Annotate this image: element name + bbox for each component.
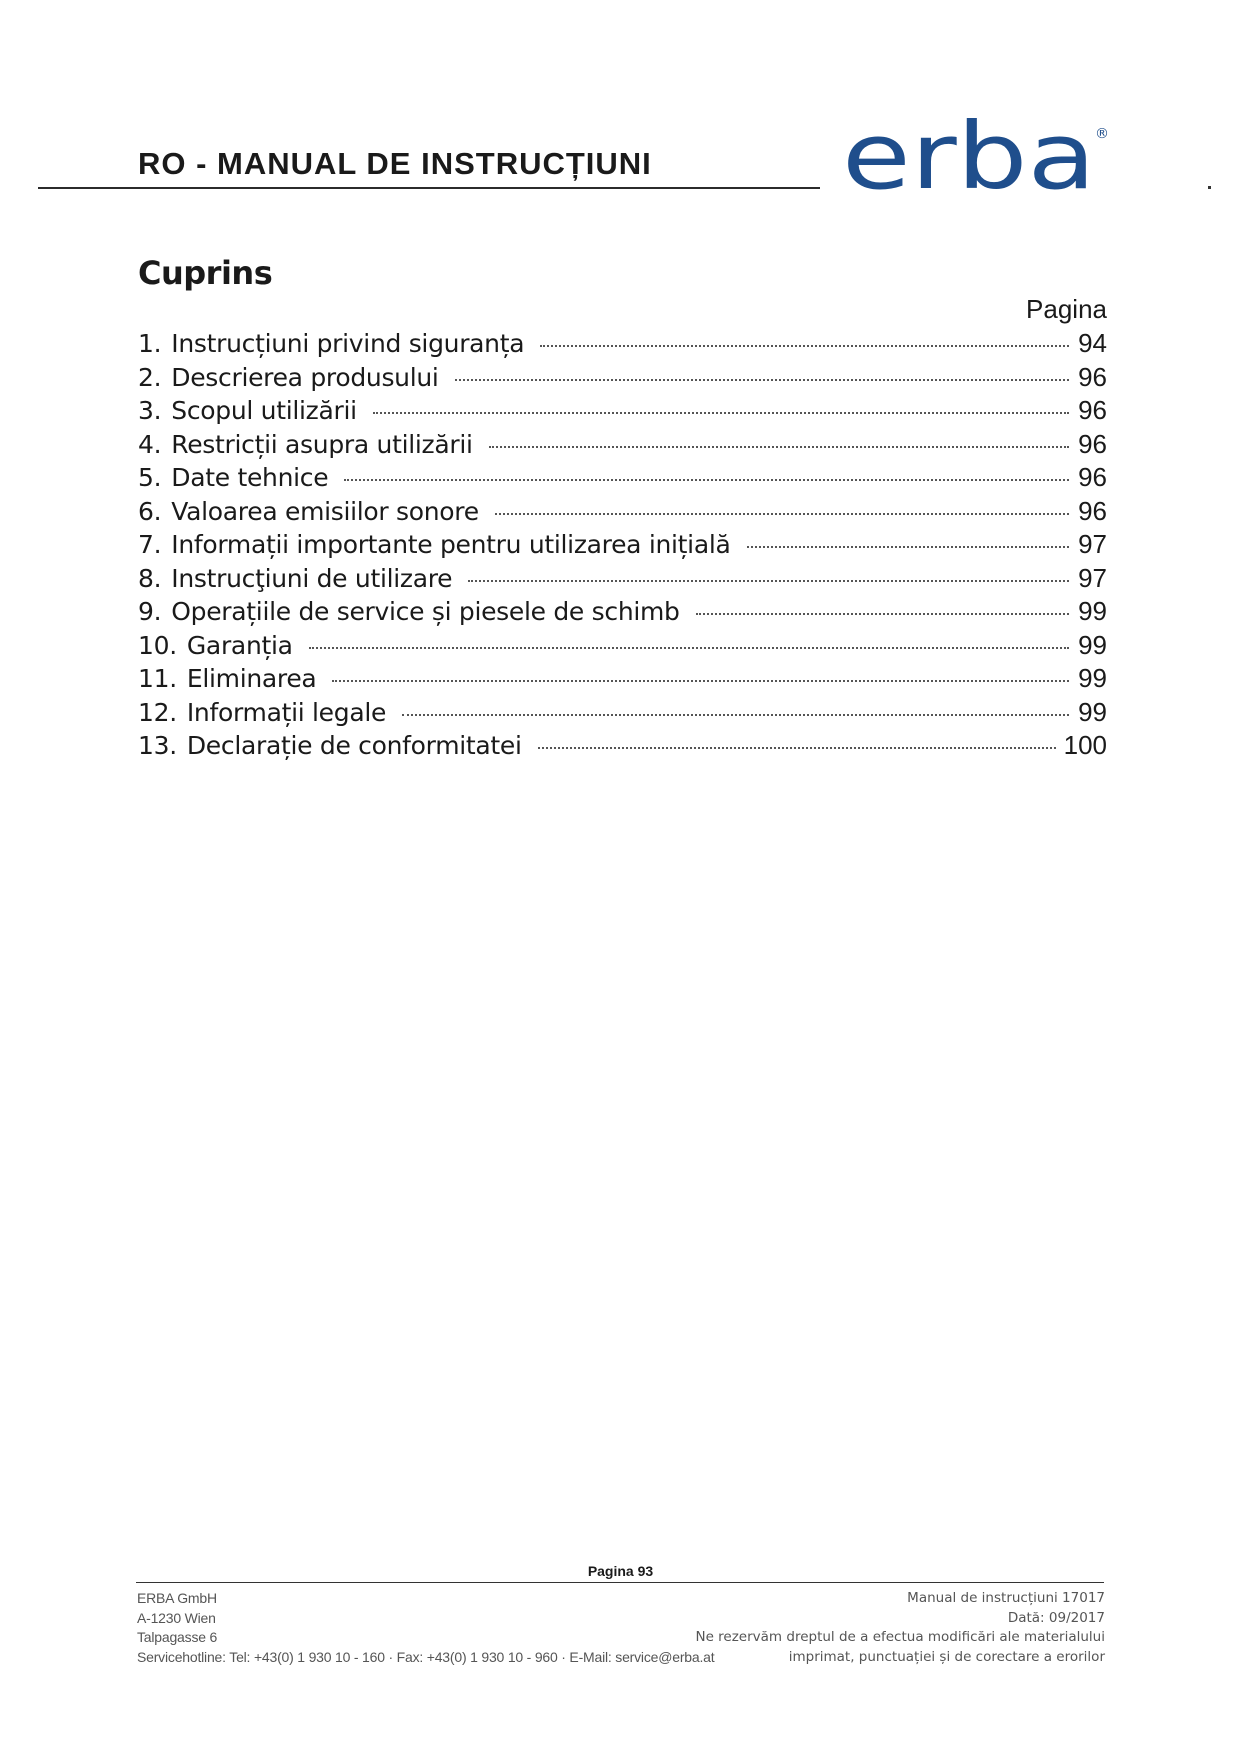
table-of-contents	[138, 328, 1107, 764]
toc-entry	[138, 496, 1107, 530]
dot-leader	[747, 546, 1069, 548]
toc-entry-title: Operațiile de service și piesele de schimb	[171, 597, 680, 626]
company-name: ERBA GmbH	[137, 1590, 217, 1606]
header-rule	[38, 187, 820, 189]
toc-entry	[138, 429, 1107, 463]
dot-leader	[495, 513, 1069, 515]
service-hotline: Servicehotline: Tel: +43(0) 1 930 10 - 160 · Fax: +43(0) 1 930 10 - 960 · E-Mail: service@erba.at	[137, 1648, 715, 1665]
margin-dot	[1208, 186, 1211, 189]
toc-entry	[138, 362, 1107, 396]
toc-entry-number: 4.	[138, 429, 162, 459]
toc-entry	[138, 395, 1107, 429]
toc-entry	[138, 730, 1107, 764]
toc-entry-number: 8.	[138, 563, 162, 593]
toc-entry	[138, 328, 1107, 362]
disclaimer-line-1: Ne rezervăm dreptul de a efectua modificări ale materialului	[695, 1629, 1105, 1645]
toc-entry-title: Instrucțiuni privind siguranța	[171, 329, 525, 358]
toc-entry-title: Scopul utilizării	[171, 396, 357, 425]
toc-entry-number: 5.	[138, 463, 162, 492]
toc-entry-page: 96	[1078, 428, 1107, 459]
toc-entry-page: 96	[1078, 462, 1107, 492]
toc-entry-title: Date tehnice	[171, 463, 329, 492]
toc-entry-page: 99	[1078, 696, 1107, 727]
dot-leader	[309, 647, 1069, 649]
toc-entry-title: Declarație de conformitatei	[186, 731, 522, 760]
dot-leader	[489, 446, 1069, 448]
toc-entry	[138, 630, 1107, 664]
toc-entry-number: 6.	[138, 496, 162, 526]
erba-logo	[842, 118, 1122, 198]
document-info	[695, 1589, 1105, 1667]
toc-entry	[138, 697, 1107, 731]
dot-leader	[402, 714, 1069, 716]
registered-mark: ®	[1095, 126, 1109, 142]
toc-entry-page: 96	[1078, 495, 1107, 526]
toc-entry-number: 13.	[138, 731, 177, 760]
toc-entry-page: 96	[1078, 361, 1107, 392]
toc-entry-number: 11.	[138, 664, 177, 693]
dot-leader	[332, 680, 1069, 682]
company-street: Talpagasse 6	[137, 1629, 218, 1645]
toc-entry-number: 9.	[138, 597, 162, 626]
toc-entry-page: 99	[1078, 629, 1107, 660]
manual-number: Manual de instrucțiuni 17017	[907, 1590, 1105, 1606]
toc-entry-number: 12.	[138, 697, 177, 727]
disclaimer-line-2: imprimat, punctuației și de corectare a erorilor	[788, 1648, 1105, 1665]
toc-entry-title: Eliminarea	[186, 664, 317, 693]
toc-entry-number: 1.	[138, 329, 162, 358]
toc-entry-page: 100	[1063, 730, 1107, 760]
toc-entry-title: Garanția	[186, 630, 293, 660]
toc-entry-title: Informații legale	[186, 697, 387, 727]
logo-wordmark: erba	[842, 118, 1096, 198]
toc-entry-title: Instrucţiuni de utilizare	[171, 563, 453, 593]
toc-entry-page: 97	[1078, 562, 1107, 593]
toc-entry	[138, 462, 1107, 496]
toc-entry	[138, 663, 1107, 697]
toc-entry-number: 3.	[138, 396, 162, 425]
toc-entry-title: Restricții asupra utilizării	[171, 429, 473, 459]
toc-entry-page: 99	[1078, 663, 1107, 693]
toc-entry-page: 97	[1078, 529, 1107, 559]
dot-leader	[538, 747, 1056, 749]
dot-leader	[468, 580, 1069, 582]
footer-rule	[136, 1582, 1104, 1583]
toc-entry-number: 7.	[138, 530, 162, 559]
toc-title: Cuprins	[138, 254, 273, 292]
toc-entry-page: 96	[1078, 395, 1107, 425]
document-date: Dată: 09/2017	[1007, 1609, 1105, 1626]
company-city: A-1230 Wien	[137, 1609, 216, 1626]
toc-entry-number: 2.	[138, 362, 162, 392]
toc-entry	[138, 563, 1107, 597]
page-number: Pagina 93	[587, 1563, 654, 1579]
toc-entry-page: 94	[1078, 328, 1107, 358]
toc-entry-title: Descrierea produsului	[171, 362, 439, 392]
dot-leader	[344, 479, 1069, 481]
dot-leader	[696, 613, 1069, 615]
toc-entry-title: Informații importante pentru utilizarea inițială	[171, 530, 731, 559]
toc-entry	[138, 529, 1107, 563]
page-column-label: Pagina	[1026, 294, 1107, 324]
toc-entry	[138, 596, 1107, 630]
dot-leader	[540, 345, 1069, 347]
company-info	[137, 1589, 714, 1667]
dot-leader	[455, 379, 1069, 381]
manual-title: RO - MANUAL DE INSTRUCȚIUNI	[138, 146, 652, 181]
toc-entry-number: 10.	[138, 630, 177, 660]
toc-entry-title: Valoarea emisiilor sonore	[171, 496, 479, 526]
dot-leader	[373, 412, 1069, 414]
toc-entry-page: 99	[1078, 596, 1107, 626]
